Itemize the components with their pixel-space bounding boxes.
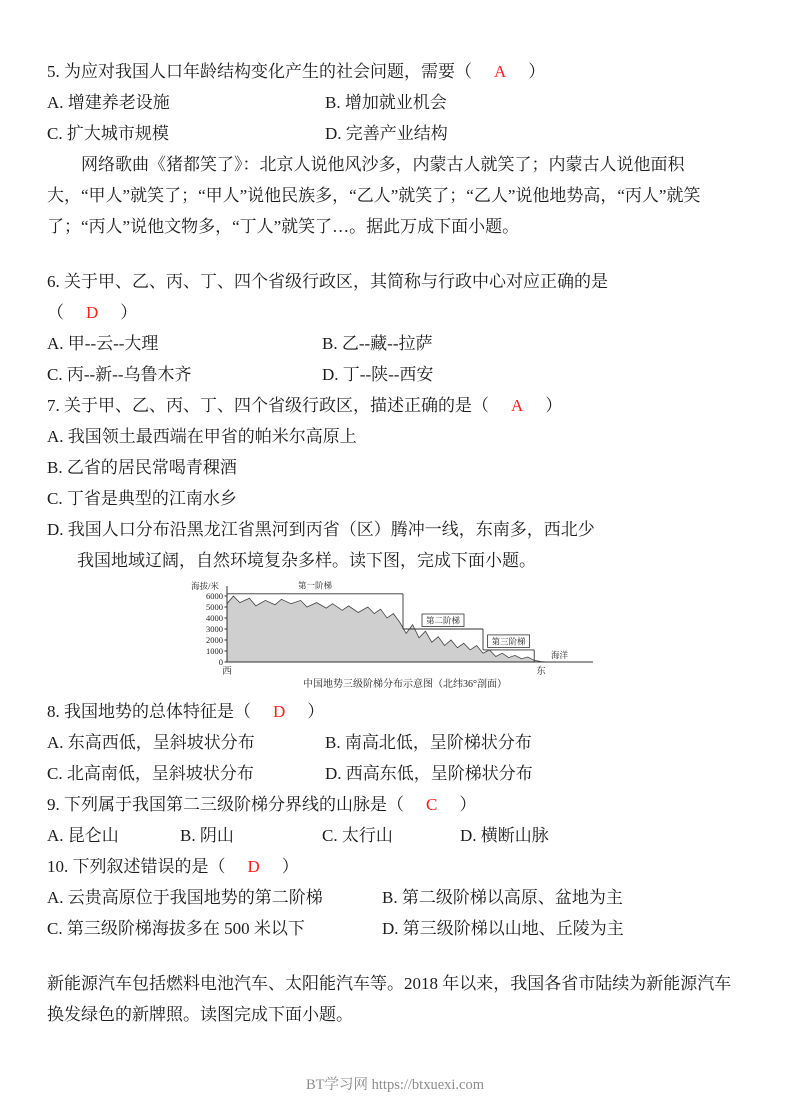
question-9-option-c: C. 太行山 [322, 826, 393, 845]
question-9-options-row [47, 820, 743, 851]
question-7 [47, 390, 743, 421]
spacer [47, 242, 743, 266]
question-9-option-d: D. 横断山脉 [460, 826, 549, 845]
question-5-close-paren: ） [528, 62, 546, 81]
question-7-option-c: C. 丁省是典型的江南水乡 [47, 489, 237, 508]
question-6-options-row-1 [47, 328, 743, 359]
svg-text:第三阶梯: 第三阶梯 [491, 636, 526, 647]
question-5-options-row-1 [47, 87, 743, 118]
question-8-stem: 8. 我国地势的总体特征是（ [47, 702, 251, 721]
svg-text:0: 0 [218, 657, 223, 667]
svg-text:2000: 2000 [206, 635, 223, 645]
question-7-stem: 7. 关于甲、乙、丙、丁、四个省级行政区，描述正确的是（ [47, 396, 489, 415]
question-8-options-row-2 [47, 758, 743, 789]
question-7-option-a: A. 我国领土最西端在甲省的帕米尔高原上 [47, 427, 357, 446]
question-9-option-a: A. 昆仑山 [47, 826, 119, 845]
question-6 [47, 266, 743, 297]
svg-text:东: 东 [536, 667, 546, 677]
passage-new-energy: 新能源汽车包括燃料电池汽车、太阳能汽车等。2018 年以来，我国各省市陆续为新能源汽车换发绿色的新牌照。读图完成下面小题。 [47, 974, 732, 1024]
question-10-answer: D [247, 857, 260, 876]
question-9-stem: 9. 下列属于我国第二三级阶梯分界线的山脉是（ [47, 795, 404, 814]
question-8 [47, 696, 743, 727]
question-5 [47, 56, 743, 87]
question-5-answer: A [494, 62, 507, 81]
question-9-answer: C [426, 795, 438, 814]
question-7-close-paren: ） [545, 396, 563, 415]
question-6-answer-line [47, 297, 743, 328]
question-5-option-d: D. 完善产业结构 [325, 124, 448, 143]
svg-text:3000: 3000 [206, 624, 223, 634]
question-5-options-row-2 [47, 118, 743, 149]
question-6-option-a: A. 甲--云--大理 [47, 334, 159, 353]
svg-text:第二阶梯: 第二阶梯 [425, 615, 461, 626]
svg-text:1000: 1000 [206, 646, 223, 656]
question-10-option-b: B. 第二级阶梯以高原、盆地为主 [382, 888, 623, 907]
question-6-option-c: C. 丙--新--乌鲁木齐 [47, 365, 192, 384]
svg-text:4000: 4000 [206, 613, 223, 623]
question-10-option-a: A. 云贵高原位于我国地势的第二阶梯 [47, 888, 323, 907]
question-5-option-c: C. 扩大城市规模 [47, 124, 169, 143]
question-10-close-paren: ） [281, 857, 299, 876]
question-5-option-b: B. 增加就业机会 [325, 93, 447, 112]
question-7-option-b: B. 乙省的居民常喝青稞酒 [47, 458, 237, 477]
question-7-option-d: D. 我国人口分布沿黑龙江省黑河到丙省（区）腾冲一线，东南多，西北少 [47, 520, 595, 539]
question-9-close-paren: ） [459, 795, 477, 814]
question-8-option-d: D. 西高东低，呈阶梯状分布 [325, 764, 533, 783]
svg-text:中国地势三级阶梯分布示意图（北纬36°剖面）: 中国地势三级阶梯分布示意图（北纬36°剖面） [303, 679, 507, 690]
terrain-diagram [185, 580, 615, 692]
question-10-stem: 10. 下列叙述错误的是（ [47, 857, 226, 876]
question-8-option-a: A. 东高西低，呈斜坡状分布 [47, 733, 255, 752]
question-5-option-a: A. 增建养老设施 [47, 93, 170, 112]
svg-text:西: 西 [222, 667, 232, 677]
question-5-stem: 5. 为应对我国人口年龄结构变化产生的社会问题，需要（ [47, 62, 472, 81]
question-6-stem: 6. 关于甲、乙、丙、丁、四个省级行政区，其简称与行政中心对应正确的是 [47, 272, 608, 291]
watermark-footer: BT学习网 https://btxuexi.com [305, 1077, 485, 1093]
svg-text:海洋: 海洋 [551, 650, 569, 660]
question-8-close-paren: ） [307, 702, 325, 721]
svg-text:6000: 6000 [206, 591, 223, 601]
question-6-answer: D [86, 303, 99, 322]
question-7-answer: A [511, 396, 524, 415]
passage-terrain: 我国地域辽阔，自然环境复杂多样。读下图，完成下面小题。 [77, 551, 536, 570]
svg-text:第一阶梯: 第一阶梯 [297, 580, 333, 591]
question-6-options-row-2 [47, 359, 743, 390]
question-10-option-c: C. 第三级阶梯海拔多在 500 米以下 [47, 919, 305, 938]
question-8-options-row-1 [47, 727, 743, 758]
question-10-options-row-1 [47, 882, 743, 913]
svg-text:5000: 5000 [206, 602, 223, 612]
question-6-close-paren: ） [120, 303, 138, 322]
question-6-option-d: D. 丁--陕--西安 [322, 365, 434, 384]
question-8-option-c: C. 北高南低，呈斜坡状分布 [47, 764, 254, 783]
question-10-options-row-2 [47, 913, 743, 944]
question-9 [47, 789, 743, 820]
question-6-option-b: B. 乙--藏--拉萨 [322, 334, 433, 353]
question-9-option-b: B. 阴山 [180, 826, 234, 845]
question-8-answer: D [273, 702, 286, 721]
question-8-option-b: B. 南高北低，呈阶梯状分布 [325, 733, 532, 752]
question-10-option-d: D. 第三级阶梯以山地、丘陵为主 [382, 919, 624, 938]
svg-text:海拔/米: 海拔/米 [191, 581, 219, 591]
spacer [47, 944, 743, 968]
question-6-open-paren: （ [47, 303, 64, 322]
question-10 [47, 851, 743, 882]
terrain-chart-svg [185, 580, 615, 692]
passage-song: 网络歌曲《猪都笑了》：北京人说他风沙多，内蒙古人就笑了；内蒙古人说他面积大，“甲人”就笑了；“甲人”说他民族多，“乙人”就笑了；“乙人”说他地势高，“丙人”就笑了；“丙人”说他文物多，“丁人”就笑了…。据此万成下面小题。 [47, 155, 701, 236]
